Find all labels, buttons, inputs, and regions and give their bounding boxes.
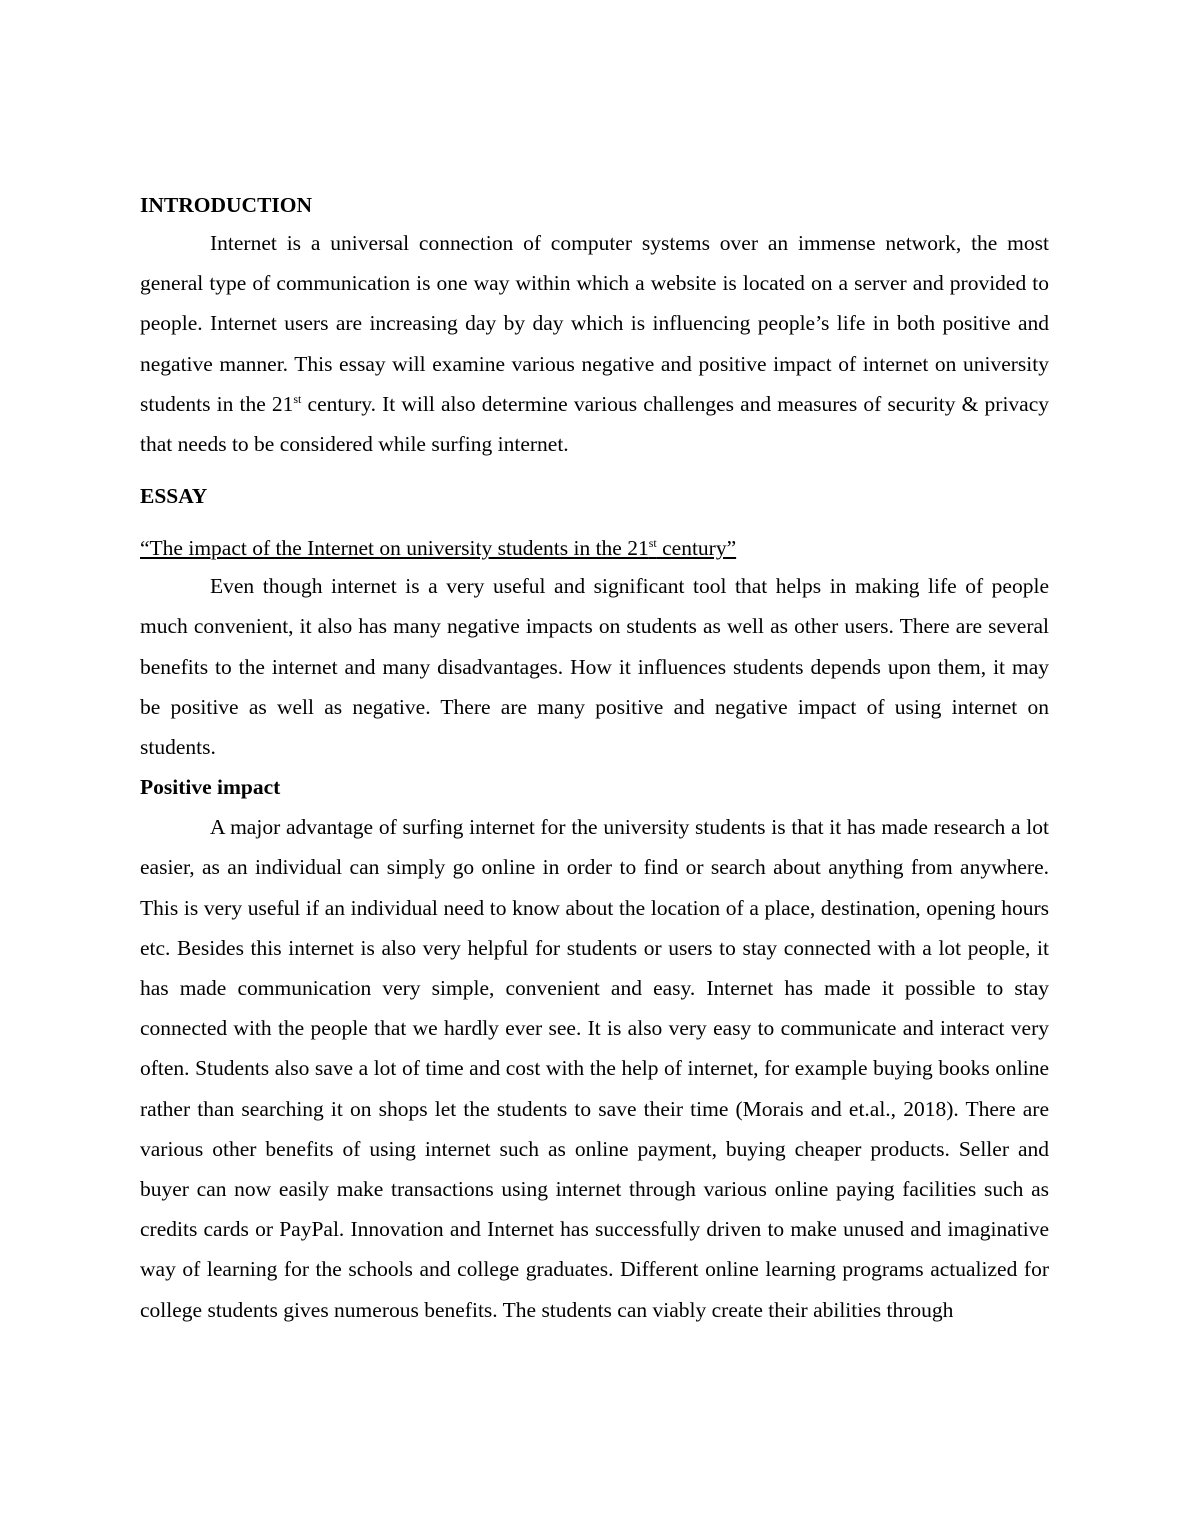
essay-title-superscript: st: [648, 536, 657, 551]
intro-paragraph: [140, 223, 1049, 464]
essay-paragraph: Even though internet is a very useful and significant tool that helps in making life of people much convenient, it also has many negative impacts on students as well as other users. There are several benefits to the internet and many disadvantages. How it influences students depends upon them, it may be positive as well as negative. There are many positive and negative impact of using internet on students.: [140, 574, 1049, 760]
positive-impact-paragraph: A major advantage of surfing internet for the university students is that it has made research a lot easier, as an individual can simply go online in order to find or search about anything from anywhere. This is very useful if an individual need to know about the location of a place, destination, opening hours etc. Besides this internet is also very helpful for students or users to stay connected with a lot people, it has made communication very simple, convenient and easy. Internet has made it possible to stay connected with the people that we hardly ever see. It is also very easy to communicate and interact very often. Students also save a lot of time and cost with the help of internet, for example buying books online rather than searching it on shops let the students to save their time (Morais and et.al., 2018). There are various other benefits of using internet such as online payment, buying cheaper products. Seller and buyer can now easily make transactions using internet through various online paying facilities such as credits cards or PayPal. Innovation and Internet has successfully driven to make unused and imaginative way of learning for the schools and college graduates. Different online learning programs actualized for college students gives numerous benefits. The students can viably create their abilities through: [140, 815, 1049, 1322]
intro-heading: INTRODUCTION: [140, 193, 313, 217]
essay-heading: ESSAY: [140, 484, 208, 509]
positive-impact-heading: Positive impact: [140, 775, 281, 800]
intro-text-start: Internet is a universal connection of computer systems over an immense network, the most general type of communication is one way within which a website is located on a server and provided to people. Internet users are increasing day by day which is influencing people’s life in both positive and negative manner. This essay will examine various negative and positive impact of internet on university students in the 21: [140, 231, 1049, 416]
intro-text-end: century. It will also determine various challenges and measures of security & privacy that needs to be considered while surfing internet.: [140, 391, 1049, 457]
intro-superscript: st: [293, 391, 302, 406]
essay-title: [140, 530, 1049, 566]
essay-title-start: “The impact of the Internet on university students in the 21: [140, 536, 649, 561]
essay-title-end: century”: [656, 536, 737, 561]
document-page: [140, 187, 1049, 1330]
